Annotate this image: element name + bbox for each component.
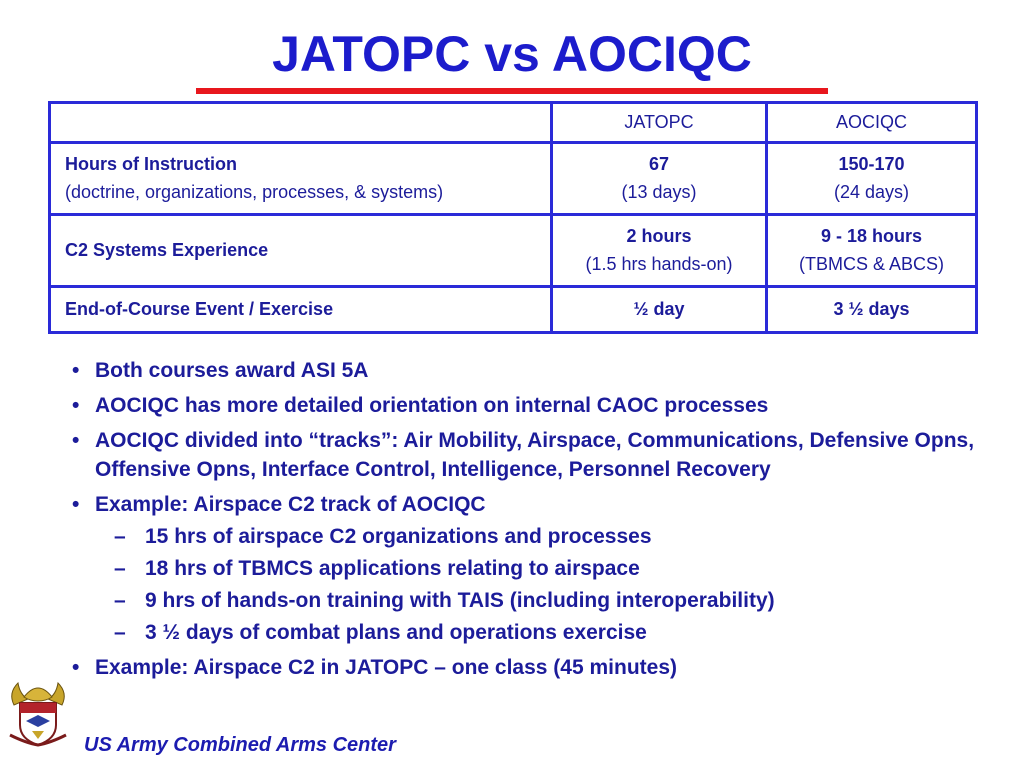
row-label-sub: (doctrine, organizations, processes, & systems) bbox=[65, 182, 444, 202]
footer-org-name: US Army Combined Arms Center bbox=[84, 734, 396, 756]
sub-bullet-glyph: – bbox=[114, 589, 126, 612]
bullet-text: Example: Airspace C2 in JATOPC – one class (45 minutes) bbox=[95, 656, 677, 679]
slide-title: JATOPC vs AOCIQC bbox=[272, 26, 752, 82]
sub-bullet-item bbox=[72, 586, 1002, 615]
table-corner-cell bbox=[50, 103, 552, 143]
aociqc-value: 3 ½ days bbox=[833, 299, 910, 319]
bullet-text: Example: Airspace C2 track of AOCIQC bbox=[95, 493, 486, 516]
bullet-text: AOCIQC divided into “tracks”: Air Mobility, Airspace, Communications, Defensive Opns, Offensive Opns, Interface Control, Intelligence, Personnel Recovery bbox=[95, 429, 975, 481]
jatopc-cell bbox=[552, 287, 767, 333]
row-label-cell bbox=[50, 215, 552, 287]
header-jatopc: JATOPC bbox=[552, 103, 767, 143]
table-row bbox=[50, 143, 977, 215]
title-underline bbox=[196, 88, 828, 94]
bullet-glyph: • bbox=[72, 359, 80, 382]
sub-bullet-text: 3 ½ days of combat plans and operations exercise bbox=[145, 621, 647, 644]
bullet-glyph: • bbox=[72, 656, 80, 679]
sub-bullet-glyph: – bbox=[114, 525, 126, 548]
aociqc-cell bbox=[767, 143, 977, 215]
bullet-item bbox=[72, 356, 1002, 385]
table-row bbox=[50, 287, 977, 333]
bullet-item bbox=[72, 391, 1002, 420]
sub-bullet-text: 9 hrs of hands-on training with TAIS (including interoperability) bbox=[145, 589, 775, 612]
aociqc-cell bbox=[767, 287, 977, 333]
jatopc-cell bbox=[552, 215, 767, 287]
sub-bullet-item bbox=[72, 554, 1002, 583]
bullet-glyph: • bbox=[72, 429, 80, 452]
bullet-glyph: • bbox=[72, 394, 80, 417]
sub-bullet-item bbox=[72, 618, 1002, 647]
row-label: C2 Systems Experience bbox=[65, 240, 269, 260]
sub-bullet-glyph: – bbox=[114, 621, 126, 644]
bullet-list bbox=[72, 350, 1002, 682]
aociqc-value: 150-170 bbox=[838, 154, 905, 174]
bullet-item bbox=[72, 426, 1002, 484]
jatopc-value: 2 hours bbox=[626, 226, 692, 246]
army-cac-seal-logo bbox=[6, 675, 70, 747]
sub-bullet-glyph: – bbox=[114, 557, 126, 580]
row-label-cell bbox=[50, 287, 552, 333]
row-label-cell bbox=[50, 143, 552, 215]
aociqc-value-sub: (TBMCS & ABCS) bbox=[798, 254, 945, 274]
jatopc-value-sub: (1.5 hrs hands-on) bbox=[585, 254, 733, 274]
comparison-table bbox=[48, 101, 978, 334]
sub-bullet-text: 18 hrs of TBMCS applications relating to airspace bbox=[145, 557, 640, 580]
bullet-item bbox=[72, 653, 1002, 682]
bullet-text: AOCIQC has more detailed orientation on internal CAOC processes bbox=[95, 394, 769, 417]
jatopc-value: 67 bbox=[648, 154, 670, 174]
header-aociqc: AOCIQC bbox=[767, 103, 977, 143]
jatopc-cell bbox=[552, 143, 767, 215]
jatopc-value-sub: (13 days) bbox=[621, 182, 697, 202]
bullet-text: Both courses award ASI 5A bbox=[95, 359, 369, 382]
aociqc-value: 9 - 18 hours bbox=[820, 226, 923, 246]
sub-bullet-item bbox=[72, 522, 1002, 551]
sub-bullet-text: 15 hrs of airspace C2 organizations and processes bbox=[145, 525, 652, 548]
aociqc-cell bbox=[767, 215, 977, 287]
table-header-row bbox=[50, 103, 977, 143]
row-label: Hours of Instruction bbox=[65, 154, 237, 174]
row-label: End-of-Course Event / Exercise bbox=[65, 299, 334, 319]
jatopc-value: ½ day bbox=[633, 299, 685, 319]
bullet-glyph: • bbox=[72, 493, 80, 516]
aociqc-value-sub: (24 days) bbox=[833, 182, 910, 202]
bullet-item bbox=[72, 490, 1002, 519]
table-row bbox=[50, 215, 977, 287]
